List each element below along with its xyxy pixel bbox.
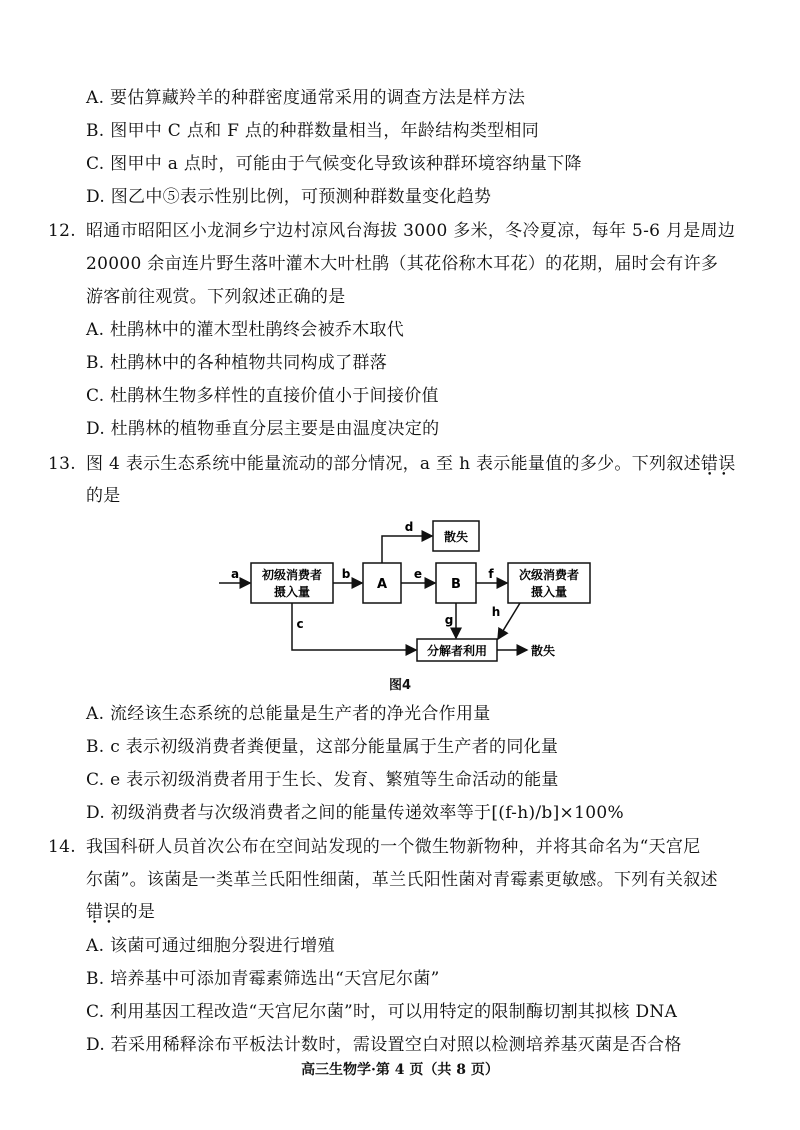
q13-stem-text: 图 4 表示生态系统中能量流动的部分情况，a 至 h 表示能量值的多少。下列叙述	[86, 454, 701, 474]
q12-stem-line-1: 昭通市昭阳区小龙洞乡宁边村凉风台海拔 3000 多米，冬冷夏凉，每年 5-6 月是周边	[86, 221, 736, 241]
q11-option-b: B. 图甲中 C 点和 F 点的种群数量相当，年龄结构类型相同	[86, 121, 540, 141]
label-g: g	[444, 613, 454, 627]
q12-stem-line-3: 游客前往观赏。下列叙述正确的是	[86, 287, 346, 307]
q13-option-c: C. e 表示初级消费者用于生长、发育、繁殖等生命活动的能量	[86, 770, 559, 790]
q13-emphasis-word: 错误 • •	[701, 454, 736, 474]
q13-number: 13.	[48, 454, 76, 474]
label-f: f	[488, 567, 494, 581]
q13-stem-line-1	[86, 452, 736, 476]
q14-option-c: C. 利用基因工程改造“天宫尼尔菌”时，可以用特定的限制酶切割其拟核 DNA	[86, 1002, 678, 1022]
q14-option-a: A. 该菌可通过细胞分裂进行增殖	[86, 936, 335, 956]
arrow-d	[382, 536, 432, 563]
q13-option-a: A. 流经该生态系统的总能量是生产者的净光合作用量	[86, 704, 491, 724]
page-footer: 高三生物学·第 4 页（共 8 页）	[301, 1062, 499, 1078]
q11-option-a: A. 要估算藏羚羊的种群密度通常采用的调查方法是样方法	[86, 88, 526, 108]
q13-stem-line-2: 的是	[86, 486, 121, 506]
loss-box-label: 散失	[443, 530, 469, 544]
q14-option-b: B. 培养基中可添加青霉素筛选出“天宫尼尔菌”	[86, 969, 440, 989]
q14-stem-line-3	[86, 900, 155, 924]
arrow-h	[498, 603, 520, 639]
q14-option-d: D. 若采用稀释涂布平板法计数时，需设置空白对照以检测培养基灭菌是否合格	[86, 1035, 682, 1055]
energy-flow-diagram	[215, 515, 615, 665]
q12-option-b: B. 杜鹃林中的各种植物共同构成了群落	[86, 353, 387, 373]
q12-option-c: C. 杜鹃林生物多样性的直接价值小于间接价值	[86, 386, 439, 406]
q14-stem-line-1: 我国科研人员首次公布在空间站发现的一个微生物新物种，并将其命名为“天宫尼	[86, 837, 701, 857]
q12-option-a: A. 杜鹃林中的灌木型杜鹃终会被乔木取代	[86, 320, 405, 340]
q12-option-d: D. 杜鹃林的植物垂直分层主要是由温度决定的	[86, 419, 440, 439]
q12-stem-line-2: 20000 余亩连片野生落叶灌木大叶杜鹃（其花俗称木耳花）的花期，届时会有许多	[86, 254, 719, 274]
label-d: d	[404, 520, 414, 534]
figure-caption: 图4	[388, 678, 412, 693]
q13-option-d: D. 初级消费者与次级消费者之间的能量传递效率等于[(f-h)/b]×100%	[86, 803, 624, 823]
q14-number: 14.	[48, 837, 76, 857]
node-b-label: B	[451, 577, 461, 592]
label-c: c	[296, 617, 304, 631]
decomposer-label: 分解者利用	[426, 644, 488, 658]
q12-number: 12.	[48, 221, 76, 241]
loss-end-label: 散失	[531, 644, 556, 658]
q11-option-c: C. 图甲中 a 点时，可能由于气候变化导致该种群环境容纳量下降	[86, 154, 582, 174]
secondary-consumer-label-2: 摄入量	[530, 585, 568, 599]
primary-consumer-label-1: 初级消费者	[261, 568, 323, 582]
q13-option-b: B. c 表示初级消费者粪便量，这部分能量属于生产者的同化量	[86, 737, 559, 757]
label-a: a	[230, 567, 240, 581]
q14-stem-line-2: 尔菌”。该菌是一类革兰氏阳性细菌，革兰氏阳性菌对青霉素更敏感。下列有关叙述	[86, 870, 718, 890]
label-e: e	[413, 567, 423, 581]
label-b: b	[341, 567, 351, 581]
label-h: h	[491, 605, 501, 619]
q14-stem-tail: 的是	[120, 902, 156, 922]
q11-option-d: D. 图乙中⑤表示性别比例，可预测种群数量变化趋势	[86, 187, 492, 207]
arrow-c	[292, 603, 416, 650]
primary-consumer-label-2: 摄入量	[273, 585, 311, 599]
q14-emphasis-word: 错误 • •	[86, 902, 121, 922]
secondary-consumer-label-1: 次级消费者	[518, 568, 580, 582]
node-a-label: A	[376, 577, 388, 592]
